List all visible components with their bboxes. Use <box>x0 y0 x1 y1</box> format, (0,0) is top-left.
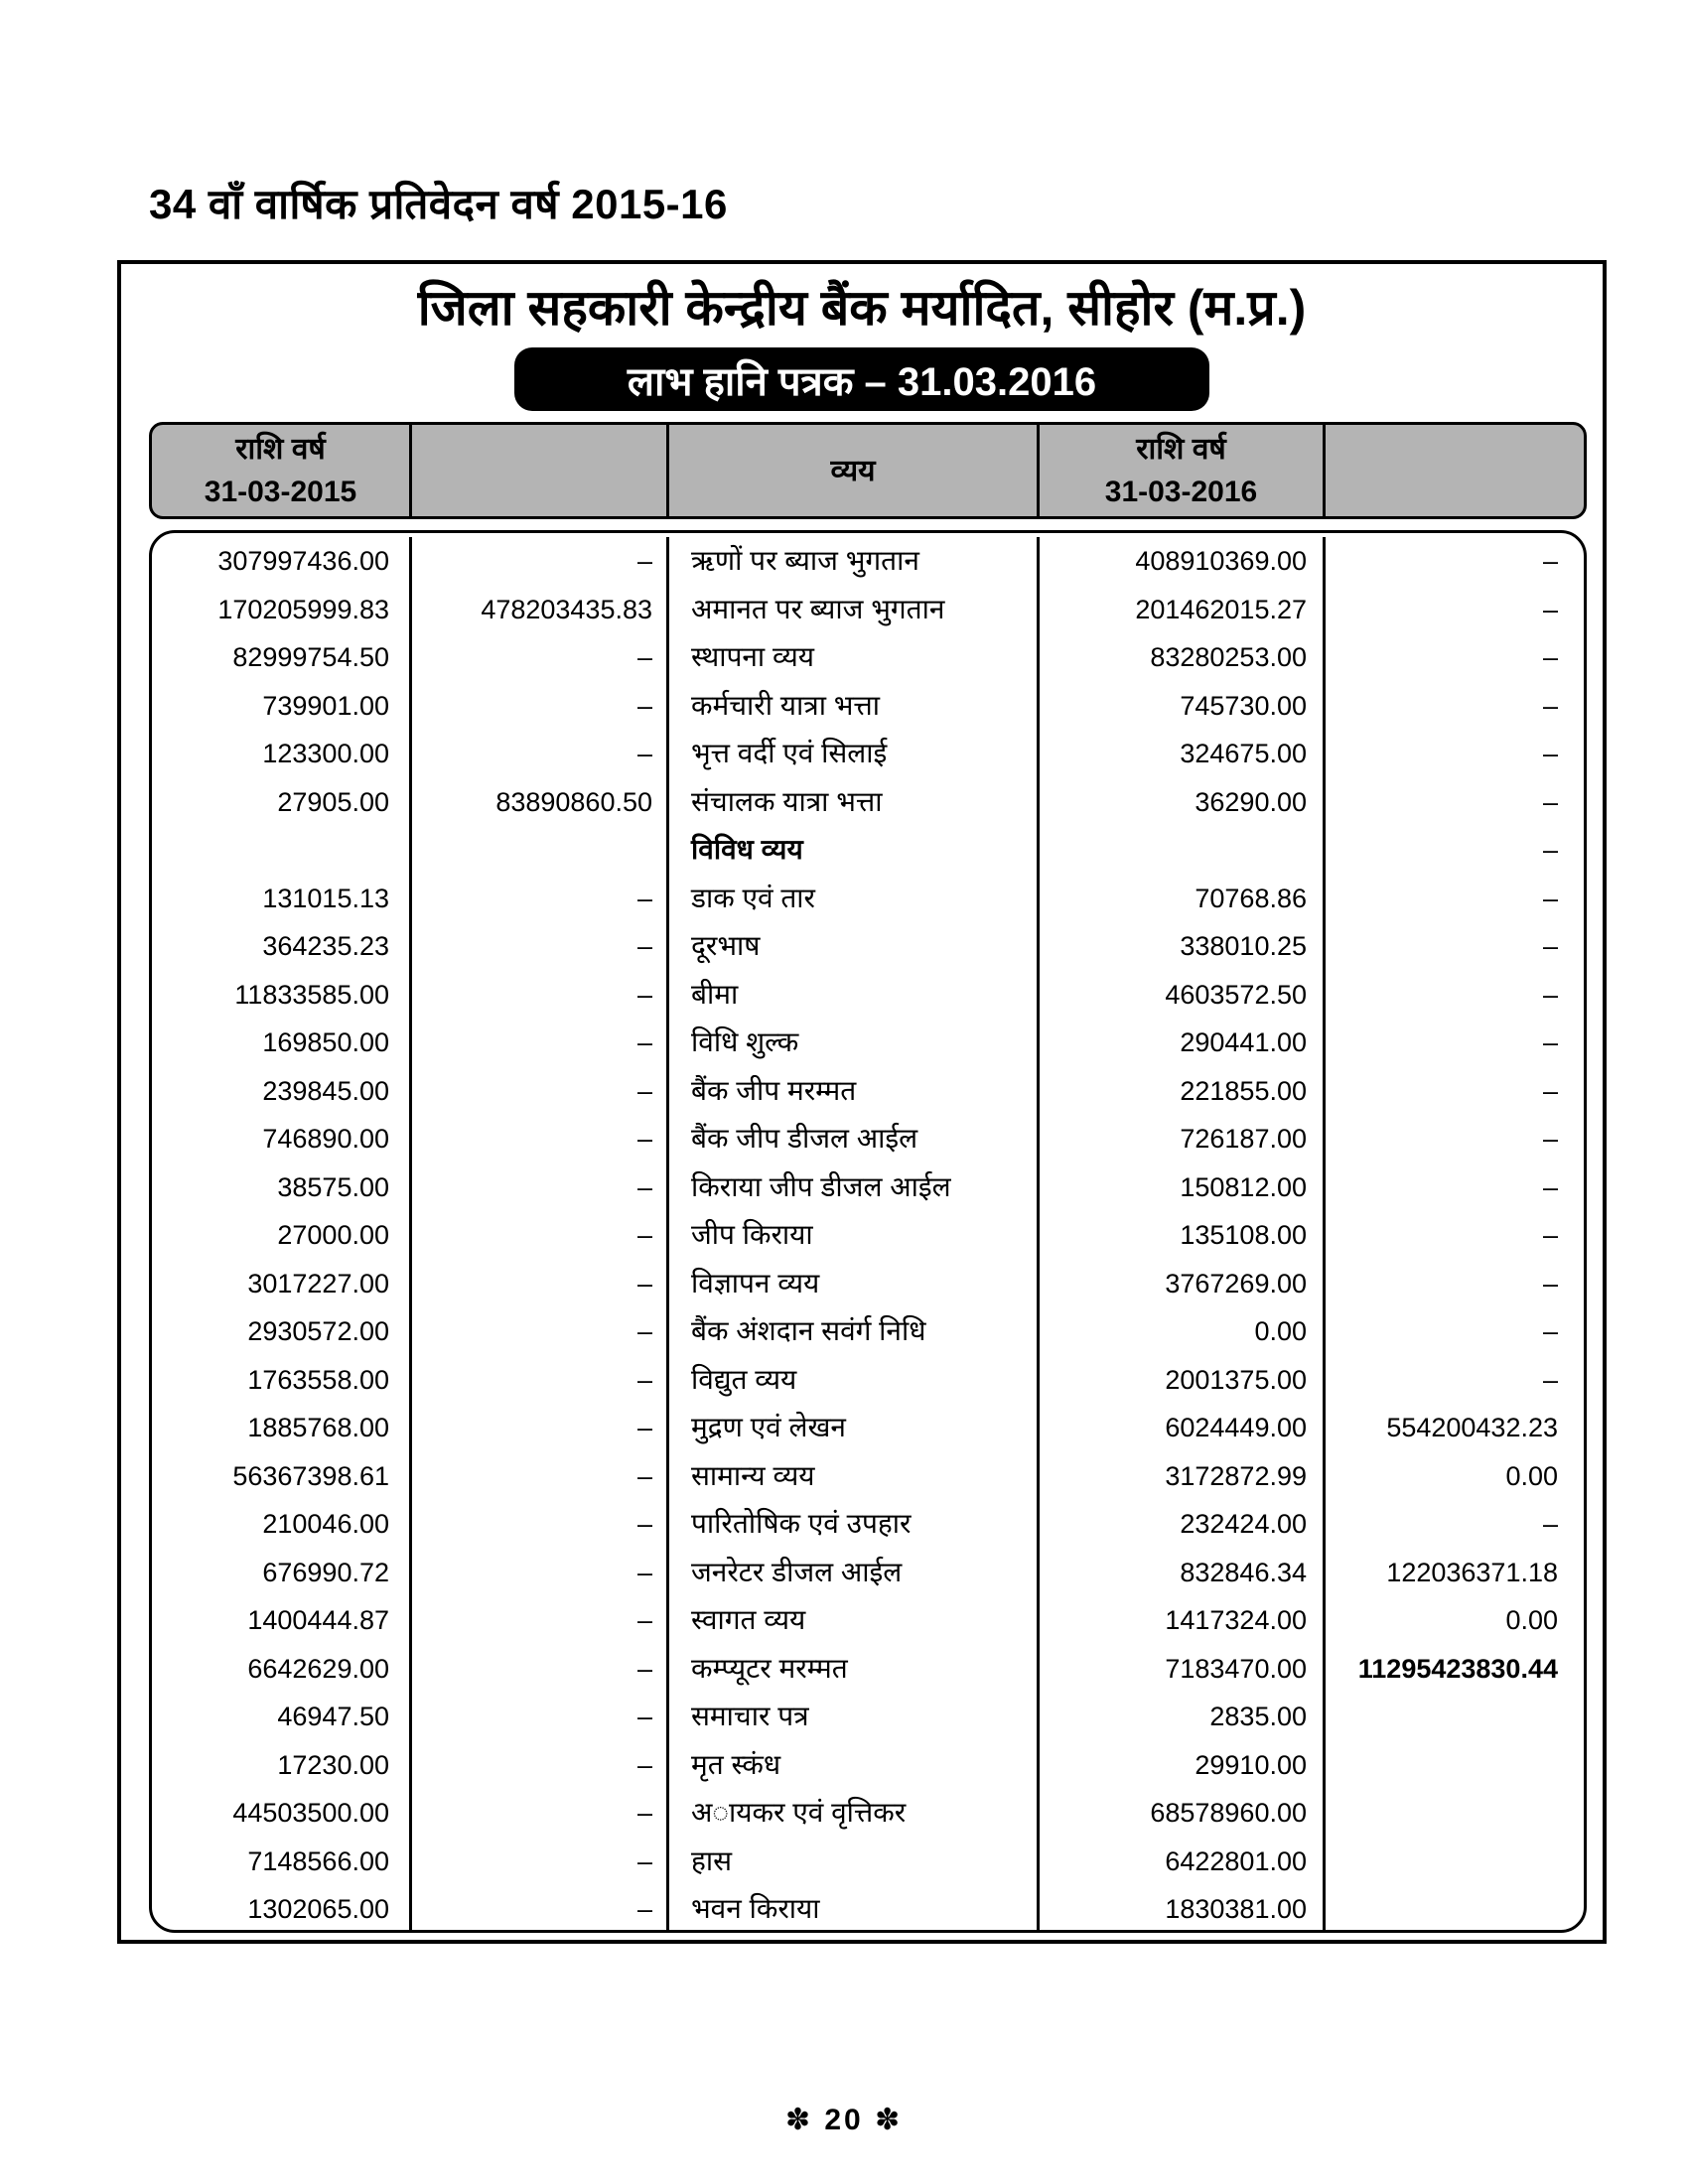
subtotal-2015-cell: – <box>412 1838 669 1886</box>
expense-label-cell: विद्युत व्यय <box>669 1356 1040 1405</box>
header-amount-year-2016 <box>1040 425 1326 516</box>
table-row <box>152 1549 1584 1597</box>
amount-2015-cell: 739901.00 <box>152 682 412 731</box>
subtotal-2015-cell: – <box>412 922 669 971</box>
amount-2015-cell: 746890.00 <box>152 1115 412 1163</box>
subtotal-2016-cell: – <box>1542 1171 1558 1202</box>
amount-2016-cell: 221855.00 <box>1040 1067 1326 1116</box>
header-amount-year-label-2016: राशि वर्ष <box>1136 433 1226 466</box>
amount-2016-cell <box>1040 826 1326 875</box>
table-row <box>152 1885 1584 1933</box>
amount-2016-cell: 338010.25 <box>1040 922 1326 971</box>
table-row <box>152 1645 1584 1694</box>
amount-2016-cell: 4603572.50 <box>1040 971 1326 1020</box>
expense-label-cell: संचालक यात्रा भत्ता <box>669 778 1040 827</box>
expense-label-cell: सामान्य व्यय <box>669 1452 1040 1501</box>
amount-2016-cell: 726187.00 <box>1040 1115 1326 1163</box>
subtotal-2015-cell: – <box>412 1741 669 1790</box>
table-row <box>152 1693 1584 1741</box>
table-row <box>152 1404 1584 1452</box>
table-row <box>152 1596 1584 1645</box>
amount-2016-cell: 232424.00 <box>1040 1500 1326 1549</box>
amount-2015-cell: 17230.00 <box>152 1741 412 1790</box>
annual-report-heading: 34 वाँ वार्षिक प्रतिवेदन वर्ष 2015-16 <box>149 181 728 227</box>
subtotal-2016-cell: – <box>1542 739 1558 768</box>
subtotal-2015-cell: – <box>412 633 669 682</box>
subtotal-2016-cell: – <box>1542 786 1558 817</box>
subtotal-2016-cell: – <box>1542 883 1558 913</box>
amount-2015-cell: 11833585.00 <box>152 971 412 1020</box>
subtotal-2015-cell: – <box>412 1163 669 1212</box>
expense-label-cell: जनरेटर डीजल आईल <box>669 1549 1040 1597</box>
amount-2015-cell: 56367398.61 <box>152 1452 412 1501</box>
table-row <box>152 586 1584 634</box>
subtotal-2016-cell: – <box>1542 1316 1558 1346</box>
subtotal-2015-cell: – <box>412 537 669 586</box>
table-row <box>152 730 1584 778</box>
subtotal-2016-cell: – <box>1542 546 1558 576</box>
subtotal-2016-cell: – <box>1542 642 1558 672</box>
header-subtotal-2015 <box>412 425 669 516</box>
subtotal-2016-cell <box>1326 1789 1584 1838</box>
amount-2016-cell: 150812.00 <box>1040 1163 1326 1212</box>
subtotal-2016-cell <box>1326 1741 1584 1790</box>
amount-2016-cell: 3767269.00 <box>1040 1260 1326 1308</box>
subtotal-2015-cell: – <box>412 1885 669 1933</box>
subtotal-2015-cell: – <box>412 1645 669 1694</box>
expense-label-cell: बैंक जीप मरम्मत <box>669 1067 1040 1116</box>
expense-label-cell: पारितोषिक एवं उपहार <box>669 1500 1040 1549</box>
statement-title: लाभ हानि पत्रक – 31.03.2016 <box>627 359 1097 404</box>
header-date-2015: 31-03-2015 <box>204 476 357 508</box>
amount-2015-cell: 7148566.00 <box>152 1838 412 1886</box>
expense-label-cell: जीप किराया <box>669 1211 1040 1260</box>
amount-2015-cell: 1302065.00 <box>152 1885 412 1933</box>
table-row <box>152 1500 1584 1549</box>
table-body <box>149 530 1587 1933</box>
amount-2016-cell: 70768.86 <box>1040 875 1326 923</box>
statement-box <box>117 260 1607 1944</box>
expense-label-cell: स्वागत व्यय <box>669 1596 1040 1645</box>
amount-2015-cell: 44503500.00 <box>152 1789 412 1838</box>
subtotal-2015-cell: – <box>412 682 669 731</box>
amount-2015-cell: 364235.23 <box>152 922 412 971</box>
amount-2016-cell: 68578960.00 <box>1040 1789 1326 1838</box>
amount-2015-cell: 1400444.87 <box>152 1596 412 1645</box>
amount-2016-cell: 290441.00 <box>1040 1019 1326 1067</box>
subtotal-2015-cell: – <box>412 1596 669 1645</box>
subtotal-2016-cell: – <box>1542 1124 1558 1154</box>
subtotal-2015-cell: 478203435.83 <box>412 586 669 634</box>
subtotal-2016-cell: – <box>1542 690 1558 721</box>
subtotal-2016-cell: – <box>1542 1509 1558 1539</box>
table-row <box>152 971 1584 1020</box>
header-subtotal-2016 <box>1326 425 1584 516</box>
amount-2015-cell: 27000.00 <box>152 1211 412 1260</box>
amount-2016-cell: 135108.00 <box>1040 1211 1326 1260</box>
page-number: ✽ 20 ✽ <box>784 2104 904 2136</box>
table-row <box>152 1741 1584 1790</box>
subtotal-2016-cell: – <box>1542 1027 1558 1057</box>
subtotal-2016-cell: 11295423830.44 <box>1357 1653 1558 1684</box>
expense-label-cell: स्थापना व्यय <box>669 633 1040 682</box>
table-row <box>152 778 1584 827</box>
subtotal-2016-cell: 0.00 <box>1505 1460 1558 1491</box>
amount-2015-cell: 46947.50 <box>152 1693 412 1741</box>
table-row <box>152 537 1584 586</box>
amount-2016-cell: 832846.34 <box>1040 1549 1326 1597</box>
table-row <box>152 1067 1584 1116</box>
table-row <box>152 633 1584 682</box>
amount-2015-cell <box>152 826 412 875</box>
expense-label-cell: कम्प्यूटर मरम्मत <box>669 1645 1040 1694</box>
amount-2015-cell: 82999754.50 <box>152 633 412 682</box>
amount-2016-cell: 408910369.00 <box>1040 537 1326 586</box>
expense-label-cell: विज्ञापन व्यय <box>669 1260 1040 1308</box>
amount-2016-cell: 29910.00 <box>1040 1741 1326 1790</box>
amount-2015-cell: 169850.00 <box>152 1019 412 1067</box>
table-row <box>152 1260 1584 1308</box>
subtotal-2016-cell: – <box>1542 979 1558 1010</box>
amount-2015-cell: 239845.00 <box>152 1067 412 1116</box>
bank-title: जिला सहकारी केन्द्रीय बैंक मर्यादित, सीहोर (म.प्र.) <box>417 280 1307 336</box>
expense-label-cell: समाचार पत्र <box>669 1693 1040 1741</box>
statement-title-badge <box>514 347 1209 411</box>
header-expense-column <box>669 425 1040 516</box>
amount-2015-cell: 1763558.00 <box>152 1356 412 1405</box>
amount-2016-cell: 1830381.00 <box>1040 1885 1326 1933</box>
subtotal-2015-cell: 83890860.50 <box>412 778 669 827</box>
subtotal-2016-cell: 554200432.23 <box>1386 1413 1558 1442</box>
amount-2016-cell: 83280253.00 <box>1040 633 1326 682</box>
table-row <box>152 1452 1584 1501</box>
subtotal-2016-cell <box>1326 1838 1584 1886</box>
subtotal-2015-cell: – <box>412 1115 669 1163</box>
amount-2016-cell: 201462015.27 <box>1040 586 1326 634</box>
amount-2015-cell: 1885768.00 <box>152 1404 412 1452</box>
table-row <box>152 1789 1584 1838</box>
header-amount-year-label: राशि वर्ष <box>235 433 326 466</box>
subtotal-2015-cell <box>412 826 669 875</box>
header-date-2016: 31-03-2016 <box>1104 476 1258 508</box>
amount-2015-cell: 2930572.00 <box>152 1307 412 1356</box>
amount-2015-cell: 210046.00 <box>152 1500 412 1549</box>
subtotal-2015-cell: – <box>412 1404 669 1452</box>
amount-2015-cell: 676990.72 <box>152 1549 412 1597</box>
subtotal-2016-cell <box>1326 1693 1584 1741</box>
subtotal-2015-cell: – <box>412 1260 669 1308</box>
amount-2016-cell: 7183470.00 <box>1040 1645 1326 1694</box>
expense-label-cell: भवन किराया <box>669 1885 1040 1933</box>
table-row <box>152 1211 1584 1260</box>
subtotal-2015-cell: – <box>412 875 669 923</box>
expense-label-cell: बैंक अंशदान सवंर्ग निधि <box>669 1307 1040 1356</box>
amount-2015-cell: 170205999.83 <box>152 586 412 634</box>
subtotal-2015-cell: – <box>412 1693 669 1741</box>
amount-2016-cell: 745730.00 <box>1040 682 1326 731</box>
subtotal-2015-cell: – <box>412 1356 669 1405</box>
amount-2016-cell: 6024449.00 <box>1040 1404 1326 1452</box>
expense-label-cell: मुद्रण एवं लेखन <box>669 1404 1040 1452</box>
subtotal-2016-cell: – <box>1542 835 1558 865</box>
table-header-row <box>149 422 1587 519</box>
table-row <box>152 1163 1584 1212</box>
table-row <box>152 1115 1584 1163</box>
expense-label-cell: कर्मचारी यात्रा भत्ता <box>669 682 1040 731</box>
subtotal-2016-cell: 0.00 <box>1505 1605 1558 1635</box>
amount-2015-cell: 27905.00 <box>152 778 412 827</box>
subtotal-2015-cell: – <box>412 1211 669 1260</box>
expense-label-cell: ऋणों पर ब्याज भुगतान <box>669 537 1040 586</box>
expense-label-cell: डाक एवं तार <box>669 875 1040 923</box>
table-row <box>152 682 1584 731</box>
expense-label-cell: अायकर एवं वृत्तिकर <box>669 1789 1040 1838</box>
subtotal-2015-cell: – <box>412 1500 669 1549</box>
amount-2015-cell: 307997436.00 <box>152 537 412 586</box>
subtotal-2015-cell: – <box>412 1452 669 1501</box>
subtotal-2016-cell: – <box>1542 594 1558 624</box>
expense-label-cell: विधि शुल्क <box>669 1019 1040 1067</box>
subtotal-2015-cell: – <box>412 1549 669 1597</box>
subtotal-2016-cell: – <box>1542 1075 1558 1106</box>
expense-label-cell: बीमा <box>669 971 1040 1020</box>
expense-label-cell: मृत स्कंध <box>669 1741 1040 1790</box>
expense-label-cell: अमानत पर ब्याज भुगतान <box>669 586 1040 634</box>
subtotal-2016-cell: 122036371.18 <box>1386 1557 1558 1587</box>
table-row <box>152 826 1584 875</box>
table-row <box>152 922 1584 971</box>
amount-2015-cell: 131015.13 <box>152 875 412 923</box>
amount-2016-cell: 0.00 <box>1040 1307 1326 1356</box>
expense-label-cell: भृत्त वर्दी एवं सिलाई <box>669 730 1040 778</box>
amount-2016-cell: 2001375.00 <box>1040 1356 1326 1405</box>
header-expense-label: व्यय <box>830 454 876 487</box>
expense-label-cell: विविध व्यय <box>669 826 1040 875</box>
table-row <box>152 875 1584 923</box>
subtotal-2015-cell: – <box>412 1307 669 1356</box>
subtotal-2015-cell: – <box>412 971 669 1020</box>
table-row <box>152 1307 1584 1356</box>
header-amount-year-2015 <box>152 425 412 516</box>
subtotal-2016-cell: – <box>1542 931 1558 961</box>
amount-2016-cell: 36290.00 <box>1040 778 1326 827</box>
amount-2015-cell: 123300.00 <box>152 730 412 778</box>
expense-label-cell: दूरभाष <box>669 922 1040 971</box>
subtotal-2015-cell: – <box>412 730 669 778</box>
subtotal-2016-cell: – <box>1542 1364 1558 1395</box>
table-row <box>152 1019 1584 1067</box>
amount-2016-cell: 6422801.00 <box>1040 1838 1326 1886</box>
subtotal-2016-cell <box>1326 1885 1584 1933</box>
subtotal-2016-cell: – <box>1542 1268 1558 1298</box>
amount-2015-cell: 6642629.00 <box>152 1645 412 1694</box>
table-row <box>152 1838 1584 1886</box>
amount-2015-cell: 3017227.00 <box>152 1260 412 1308</box>
amount-2015-cell: 38575.00 <box>152 1163 412 1212</box>
subtotal-2015-cell: – <box>412 1067 669 1116</box>
subtotal-2016-cell: – <box>1542 1220 1558 1250</box>
amount-2016-cell: 324675.00 <box>1040 730 1326 778</box>
subtotal-2015-cell: – <box>412 1789 669 1838</box>
amount-2016-cell: 1417324.00 <box>1040 1596 1326 1645</box>
expense-label-cell: किराया जीप डीजल आईल <box>669 1163 1040 1212</box>
subtotal-2015-cell: – <box>412 1019 669 1067</box>
amount-2016-cell: 3172872.99 <box>1040 1452 1326 1501</box>
expense-label-cell: बैंक जीप डीजल आईल <box>669 1115 1040 1163</box>
amount-2016-cell: 2835.00 <box>1040 1693 1326 1741</box>
expense-label-cell: हास <box>669 1838 1040 1886</box>
table-row <box>152 1356 1584 1405</box>
